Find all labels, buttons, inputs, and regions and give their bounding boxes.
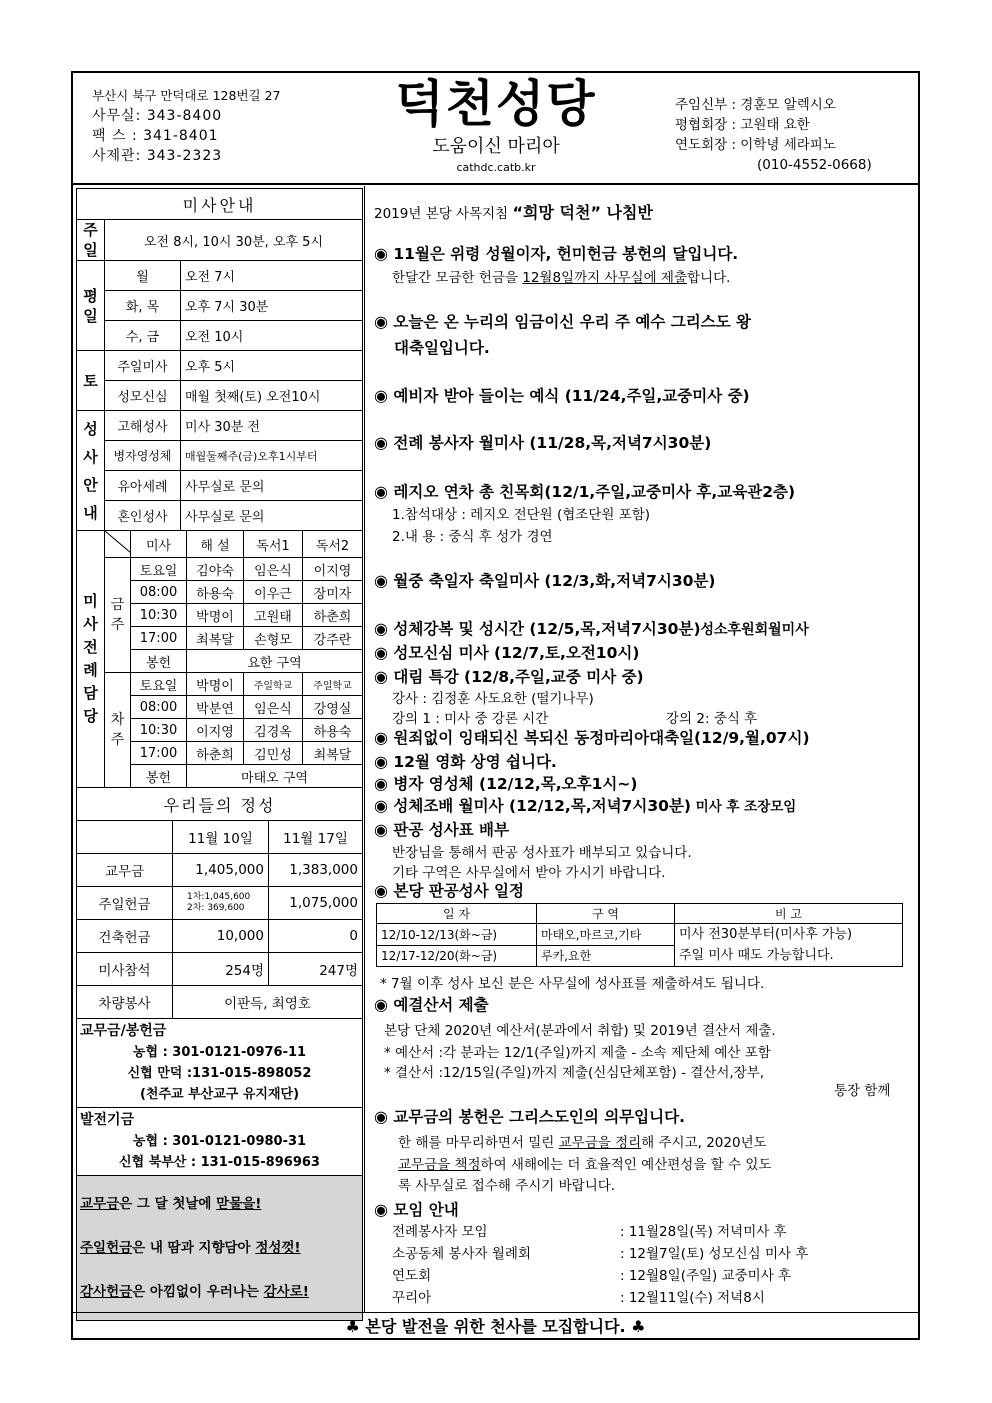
bullet-icon: ◉ <box>374 1200 388 1219</box>
notice-detail: 반장님을 통해서 판공 성사표가 배부되고 있습니다. <box>392 845 692 861</box>
notice-item <box>374 726 810 748</box>
column-divider <box>364 186 365 1312</box>
notice-title: 예비자 받아 들이는 예식 (11/24,주일,교중미사 중) <box>393 387 750 405</box>
motto-line <box>80 1182 359 1226</box>
youth-phone: (010-4552-0668) <box>757 157 872 173</box>
liturgy-cell: 김경옥 <box>244 719 303 742</box>
notice-title: 레지오 연차 총 친목회(12/1,주일,교중미사 후,교육관2층) <box>393 483 796 501</box>
notice-detail: * 7월 이후 성사 보신 분은 사무실에 성사표를 제출하셔도 됩니다. <box>380 976 765 992</box>
liturgy-cell: 박명이 <box>187 604 244 627</box>
meeting-time: : 12월7일(토) 성모신심 미사 후 <box>620 1246 809 1262</box>
pangong-header: 비 고 <box>675 904 903 924</box>
col-header: 독서2 <box>303 531 363 558</box>
bullet-icon: ◉ <box>374 881 388 900</box>
sacrament-time: 미사 30분 전 <box>181 411 363 441</box>
notice-detail: 1.참석대상 : 레지오 전단원 (협조단원 포함) <box>392 507 651 523</box>
notice-title: 성체조배 월미사 (12/12,목,저녁7시30분) <box>393 797 691 815</box>
notice-title: 성모신심 미사 (12/7,토,오전10시) <box>393 644 640 662</box>
fax: 팩 스 : 341-8401 <box>92 128 219 144</box>
offering-label: 봉헌 <box>131 765 187 788</box>
pangong-date: 12/17-12/20(화~금) <box>377 945 537 967</box>
notice-title: 모임 안내 <box>393 1201 459 1219</box>
liturgy-table <box>76 530 363 788</box>
bank-line: 농협 : 301-0121-0980-31 <box>132 1134 307 1149</box>
notice-detail: 강사 : 김정훈 사도요한 (떨기나무) <box>392 691 594 707</box>
notice-detail: 통장 함께 <box>834 1083 891 1099</box>
notice-item <box>374 1198 459 1220</box>
next-week-label: 차 주 <box>105 673 131 788</box>
bullet-icon: ◉ <box>374 667 388 686</box>
liturgy-cell: 10:30 <box>131 604 187 627</box>
notice-title: 예결산서 제출 <box>393 996 489 1014</box>
header-divider <box>71 183 920 185</box>
liturgy-cell: 김민성 <box>244 742 303 765</box>
office-phone: 사무실: 343-8400 <box>92 108 223 124</box>
weekday-day: 화, 목 <box>105 291 181 321</box>
bank-title-development: 발전기금 <box>80 1112 135 1128</box>
meeting-time: : 11월28일(목) 저녁미사 후 <box>620 1224 787 1240</box>
motto-keyword: 감사로! <box>263 1284 309 1300</box>
footer-banner: ♣ 본당 발전을 위한 천사를 모집합니다. ♣ <box>345 1317 646 1336</box>
liturgy-cell: 장미자 <box>303 581 363 604</box>
pangong-district: 루카,요한 <box>537 945 675 967</box>
notice-title: 오늘은 온 누리의 임금이신 우리 주 예수 그리스도 왕 <box>393 313 751 331</box>
saturday-time: 매월 첫째(토) 오전10시 <box>181 381 363 411</box>
first-collection: 1차:1,045,600 <box>187 892 251 902</box>
left-column <box>76 188 363 1321</box>
notice-detail <box>392 266 730 286</box>
liturgy-cell: 최복달 <box>187 627 244 650</box>
notice-title: 병자 영성체 (12/12,목,오후1시~) <box>393 775 638 793</box>
weekday-label: 평 일 <box>77 261 105 351</box>
offering-amount: 0 <box>269 920 363 953</box>
liturgy-cell: 토요일 <box>131 673 187 696</box>
motto-text: 은 그 달 첫날에 <box>119 1196 217 1212</box>
col-header: 독서1 <box>244 531 303 558</box>
pangong-note <box>675 924 903 967</box>
liturgy-cell: 박분연 <box>187 696 244 719</box>
bank-line: 신협 만덕 :131-015-898052 <box>127 1066 312 1081</box>
col-header: 해 설 <box>187 531 244 558</box>
headline <box>374 200 653 223</box>
notice-detail <box>398 1153 771 1173</box>
liturgy-cell: 하춘희 <box>303 604 363 627</box>
sacrament-time: 사무실로 문의 <box>181 471 363 501</box>
liturgy-cell: 임은식 <box>244 696 303 719</box>
bank-development <box>76 1108 363 1176</box>
liturgy-cell: 김야숙 <box>187 558 244 581</box>
diagonal-line <box>105 531 131 553</box>
notice-item <box>374 384 750 406</box>
notice-item <box>374 480 795 502</box>
rectory-phone: 사제관: 343-2323 <box>92 148 223 164</box>
motto-keyword: 주일헌금 <box>80 1240 133 1256</box>
notice-detail: * 예산서 :각 분과는 12/1(주일)까지 제출 - 소속 제단체 예산 포함 <box>384 1045 771 1061</box>
sunday-time: 오전 8시, 10시 30분, 오후 5시 <box>105 220 363 261</box>
bullet-icon: ◉ <box>374 386 388 405</box>
saturday-time: 오후 5시 <box>181 351 363 381</box>
offering-type: 교무금 <box>77 854 173 887</box>
notice-text: 해 주시고, 2020년도 <box>641 1135 767 1151</box>
notice-emphasis: 12월8일까지 사무실에 제출 <box>522 270 688 286</box>
col-header: 미사 <box>131 531 187 558</box>
youth-president: 연도회장 : 이학녕 세라피노 <box>675 137 836 153</box>
date-header: 11월 17일 <box>269 821 363 854</box>
bullet-icon: ◉ <box>374 244 388 263</box>
notice-title: 대림 특강 (12/8,주일,교중 미사 중) <box>393 668 644 686</box>
notice-detail: 강의 2: 중식 후 <box>666 711 758 727</box>
liturgy-label: 미 사 전 례 담 당 <box>77 531 105 788</box>
notice-detail: 강의 1 : 미사 중 강론 시간 <box>392 711 549 727</box>
weekday-day: 월 <box>105 261 181 291</box>
meeting-name: 전례봉사자 모임 <box>392 1224 488 1240</box>
bank-line: (천주교 부산교구 유지재단) <box>139 1087 300 1102</box>
address: 부산시 북구 만덕대로 128번길 27 <box>92 88 281 103</box>
offering-amount: 1,075,000 <box>269 887 363 920</box>
footer-divider <box>71 1312 920 1313</box>
notice-extra: 성소후원회월미사 <box>700 622 809 638</box>
notice-text: 하여 새해에는 더 효율적인 예산편성을 할 수 있도 <box>480 1157 772 1173</box>
parish-title: 덕천성당 <box>395 75 597 133</box>
notice-item <box>374 879 524 901</box>
offering-type: 주일헌금 <box>77 887 173 920</box>
saturday-day: 성모신심 <box>105 381 181 411</box>
offering-type: 미사참석 <box>77 953 173 986</box>
bullet-icon: ◉ <box>374 752 388 771</box>
saturday-label: 토 <box>77 351 105 411</box>
notice-title: 성체강복 및 성시간 (12/5,목,저녁7시30분) <box>393 620 701 638</box>
notice-item <box>374 665 644 687</box>
liturgy-cell: 임은식 <box>244 558 303 581</box>
bullet-icon: ◉ <box>374 619 388 638</box>
motto-keyword: 맏물을! <box>216 1196 262 1212</box>
pangong-note-line: 주일 미사 때도 가능합니다. <box>679 948 834 963</box>
volunteer-names: 이판득, 최영호 <box>173 986 363 1019</box>
notice-text: 한 해를 마무리하면서 밀린 <box>398 1135 559 1151</box>
parish-subtitle: 도움이신 마리아 <box>432 136 560 157</box>
notice-extra: 미사 후 조장모임 <box>690 799 797 815</box>
notice-detail: 본당 단체 2020년 예산서(분과에서 취합) 및 2019년 결산서 제출. <box>384 1023 776 1039</box>
motto-keyword: 정성껏! <box>255 1240 301 1256</box>
notice-item <box>374 641 639 663</box>
motto-keyword: 교무금 <box>80 1196 120 1212</box>
headline-motto: “희망 덕천” 나침반 <box>512 203 653 222</box>
council-president: 평협회장 : 고원태 요한 <box>675 117 810 133</box>
this-week-label: 금 주 <box>105 558 131 673</box>
bullet-icon: ◉ <box>374 1107 388 1126</box>
offerings-table <box>76 787 363 1019</box>
liturgy-cell: 08:00 <box>131 581 187 604</box>
diagonal-cell <box>105 531 131 558</box>
pangong-district: 마태오,마르코,기타 <box>537 924 675 946</box>
meeting-name: 연도회 <box>392 1268 432 1284</box>
sacrament-time: 매월둘째주(금)오후1시부터 <box>181 441 363 471</box>
bank-line: 농협 : 301-0121-0976-11 <box>132 1045 307 1060</box>
meeting-name: 소공동체 봉사자 월례회 <box>392 1246 531 1262</box>
liturgy-cell: 주일학교 <box>244 673 303 696</box>
liturgy-cell: 이지영 <box>303 558 363 581</box>
notice-item <box>374 569 716 591</box>
offering-amount: 1,383,000 <box>269 854 363 887</box>
notice-title: 월중 축일자 축일미사 (12/3,화,저녁7시30분) <box>393 572 716 590</box>
headline-label: 2019년 본당 사목지침 <box>374 206 513 222</box>
pangong-date: 12/10-12/13(화~금) <box>377 924 537 946</box>
offerings-heading: 우리들의 정성 <box>77 788 363 821</box>
offering-district: 요한 구역 <box>187 650 363 673</box>
motto-keyword: 감사헌금 <box>80 1284 133 1300</box>
notice-item <box>374 772 637 794</box>
weekday-time: 오전 10시 <box>181 321 363 351</box>
sacrament-type: 병자영성체 <box>105 441 181 471</box>
sacrament-time: 사무실로 문의 <box>181 501 363 531</box>
meeting-name: 꾸리아 <box>392 1290 432 1306</box>
notice-item <box>374 818 509 840</box>
notice-item <box>374 242 738 264</box>
liturgy-cell: 이지영 <box>187 719 244 742</box>
staff-list <box>675 95 872 175</box>
meeting-time: : 12월11일(수) 저녁8시 <box>620 1290 765 1306</box>
offering-amount: 10,000 <box>173 920 269 953</box>
mass-guide-table <box>76 188 363 531</box>
bullet-icon: ◉ <box>374 643 388 662</box>
liturgy-cell: 17:00 <box>131 742 187 765</box>
bank-accounts <box>76 1019 363 1108</box>
sacrament-type: 유아세례 <box>105 471 181 501</box>
liturgy-cell: 하용숙 <box>303 719 363 742</box>
liturgy-cell: 10:30 <box>131 719 187 742</box>
liturgy-cell: 17:00 <box>131 627 187 650</box>
notice-item <box>374 617 809 639</box>
bullet-icon: ◉ <box>374 433 388 452</box>
bank-line: 신협 북부산 : 131-015-896963 <box>119 1155 320 1170</box>
notice-item <box>374 993 489 1015</box>
bullet-icon: ◉ <box>374 820 388 839</box>
weekday-time: 오전 7시 <box>181 261 363 291</box>
notice-detail <box>398 1131 767 1151</box>
bullet-icon: ◉ <box>374 312 388 331</box>
motto-text: 은 아낌없이 우러나는 <box>132 1284 264 1300</box>
notice-item <box>374 431 711 453</box>
notice-title: 본당 판공성사 일정 <box>393 882 524 900</box>
notice-title: 11월은 위령 성월이자, 헌미헌금 봉헌의 달입니다. <box>393 245 739 263</box>
volunteer-label: 차량봉사 <box>77 986 173 1019</box>
bullet-icon: ◉ <box>374 482 388 501</box>
sacrament-label: 성 사 안 내 <box>77 411 105 531</box>
liturgy-cell: 하용숙 <box>187 581 244 604</box>
date-header: 11월 10일 <box>173 821 269 854</box>
liturgy-cell: 강영실 <box>303 696 363 719</box>
notice-detail: 록 사무실로 접수해 주시기 바랍니다. <box>398 1178 616 1194</box>
notice-title: 판공 성사표 배부 <box>393 821 509 839</box>
notice-item <box>374 750 557 772</box>
notice-item <box>374 1105 685 1127</box>
offering-district: 마태오 구역 <box>187 765 363 788</box>
pangong-header: 일 자 <box>377 904 537 924</box>
offering-amount: 254명 <box>173 953 269 986</box>
notice-detail: 2.내 용 : 중식 후 성가 경연 <box>392 529 553 545</box>
bullet-icon: ◉ <box>374 571 388 590</box>
bullet-icon: ◉ <box>374 728 388 747</box>
notice-text: 한달간 모금한 헌금을 <box>392 270 523 286</box>
liturgy-cell: 박명이 <box>187 673 244 696</box>
pangong-header: 구 역 <box>537 904 675 924</box>
mass-guide-heading: 미사안내 <box>77 189 363 220</box>
notice-detail: 기타 구역은 사무실에서 받아 가시기 바랍니다. <box>392 865 666 881</box>
motto-text: 은 내 땀과 지향담아 <box>132 1240 256 1256</box>
offering-type: 건축헌금 <box>77 920 173 953</box>
motto-line <box>80 1226 359 1270</box>
weekday-day: 수, 금 <box>105 321 181 351</box>
liturgy-cell: 손형모 <box>244 627 303 650</box>
liturgy-cell: 최복달 <box>303 742 363 765</box>
offering-amount: 1,405,000 <box>173 854 269 887</box>
offering-label: 봉헌 <box>131 650 187 673</box>
website[interactable]: cathdc.catb.kr <box>456 161 536 174</box>
notice-item <box>374 310 751 332</box>
pastor: 주임신부 : 경훈모 알렉시오 <box>675 97 836 113</box>
liturgy-cell: 하춘희 <box>187 742 244 765</box>
liturgy-cell: 강주란 <box>303 627 363 650</box>
bank-title-offering: 교무금/봉헌금 <box>80 1023 167 1039</box>
liturgy-cell: 이우근 <box>244 581 303 604</box>
notice-emphasis: 교무금을 책정 <box>398 1157 481 1173</box>
pangong-note-line: 미사 전30분부터(미사후 가능) <box>679 927 853 942</box>
pangong-schedule-table <box>376 903 903 967</box>
notice-detail: * 결산서 :12/15일(주일)까지 제출(신심단체포함) - 결산서,장부, <box>384 1065 765 1081</box>
notice-title: 12월 영화 상영 쉽니다. <box>393 753 557 771</box>
liturgy-cell: 08:00 <box>131 696 187 719</box>
offering-amount: 247명 <box>269 953 363 986</box>
second-collection: 2차: 369,600 <box>187 903 245 913</box>
bullet-icon: ◉ <box>374 774 388 793</box>
liturgy-cell: 주일학교 <box>303 673 363 696</box>
sunday-label: 주 일 <box>77 220 105 261</box>
blank-cell <box>77 821 173 854</box>
notice-title: 원죄없이 잉태되신 복되신 동정마리아대축일(12/9,월,07시) <box>393 729 810 747</box>
sacrament-type: 고해성사 <box>105 411 181 441</box>
notice-title: 전례 봉사자 월미사 (11/28,목,저녁7시30분) <box>393 434 712 452</box>
weekday-time: 오후 7시 30분 <box>181 291 363 321</box>
liturgy-cell: 토요일 <box>131 558 187 581</box>
offering-amount-split <box>173 887 269 920</box>
notice-title-continued: 대축일입니다. <box>394 339 490 357</box>
liturgy-cell: 고원태 <box>244 604 303 627</box>
meeting-time: : 12월8일(주일) 교중미사 후 <box>620 1268 792 1284</box>
notice-item <box>374 794 796 816</box>
bullet-icon: ◉ <box>374 796 388 815</box>
sacrament-type: 혼인성사 <box>105 501 181 531</box>
saturday-day: 주일미사 <box>105 351 181 381</box>
motto-line <box>80 1270 359 1314</box>
motto-box <box>76 1176 363 1321</box>
notice-emphasis: 교무금을 정리 <box>558 1135 642 1151</box>
bullet-icon: ◉ <box>374 995 388 1014</box>
notice-text: 합니다. <box>687 270 731 286</box>
notice-title: 교무금의 봉헌은 그리스도인의 의무입니다. <box>393 1108 685 1126</box>
